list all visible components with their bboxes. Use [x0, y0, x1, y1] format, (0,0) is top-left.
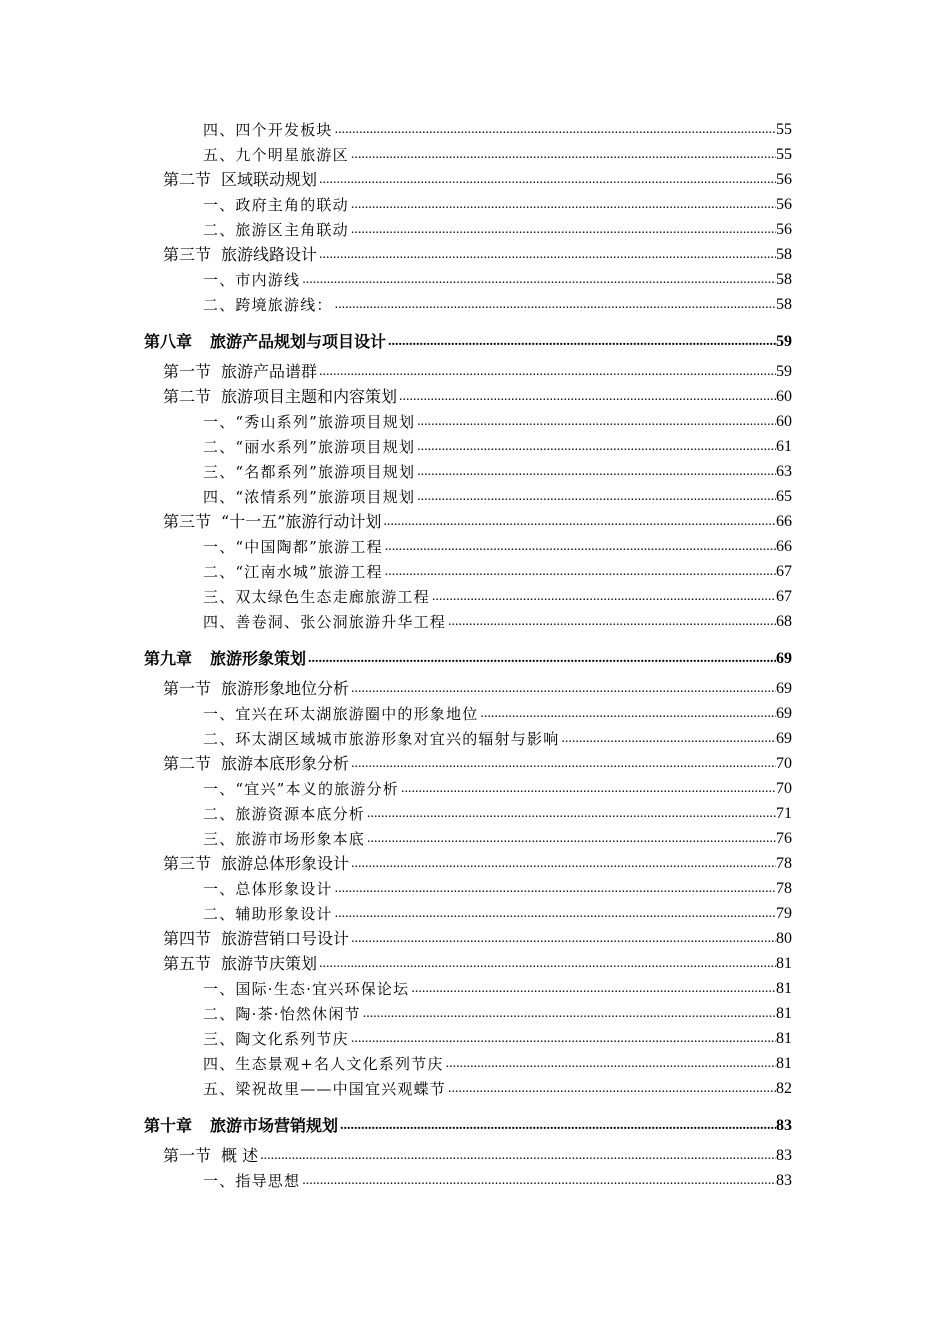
- toc-leader-dots: [351, 219, 776, 241]
- toc-entry-title: 一、“中国陶都”旅游工程: [203, 538, 383, 556]
- toc-page-number: 69: [776, 730, 792, 747]
- toc-entry-label: [203, 1078, 446, 1100]
- toc-subsection-entry[interactable]: [0, 266, 950, 291]
- toc-entry-title: 五、九个明星旅游区: [203, 146, 349, 164]
- toc-page-number: 70: [776, 755, 792, 772]
- toc-section-number: 第二节: [163, 387, 212, 406]
- toc-leader-dots: [335, 878, 776, 900]
- toc-entry-title: 一、“宜兴”本义的旅游分析: [203, 780, 399, 798]
- toc-subsection-entry[interactable]: [0, 1167, 950, 1192]
- toc-page-number: 67: [776, 563, 792, 580]
- toc-page-number: 59: [776, 333, 792, 350]
- toc-chapter-entry[interactable]: [0, 641, 950, 670]
- toc-entry-title: 二、旅游资源本底分析: [203, 805, 366, 823]
- toc-page-number: 63: [776, 463, 792, 480]
- toc-entry-title: 旅游本底形象分析: [221, 754, 350, 773]
- toc-subsection-entry[interactable]: [0, 775, 950, 800]
- toc-subsection-entry[interactable]: [0, 216, 950, 241]
- toc-page-number: 80: [776, 930, 792, 947]
- toc-entry-label: [203, 1053, 444, 1075]
- toc-leader-dots: [448, 611, 776, 633]
- toc-leader-dots: [319, 953, 776, 975]
- toc-page-number: 55: [776, 121, 792, 138]
- toc-entry-label: [203, 803, 365, 825]
- toc-subsection-entry[interactable]: [0, 483, 950, 508]
- toc-leader-dots: [308, 648, 776, 670]
- toc-subsection-entry[interactable]: [0, 533, 950, 558]
- toc-entry-label: [203, 194, 349, 216]
- toc-leader-dots: [448, 1078, 776, 1100]
- toc-entry-label: [203, 1003, 361, 1025]
- toc-section-number: 第三节: [163, 245, 212, 264]
- toc-entry-title: 四、四个开发板块: [203, 121, 333, 139]
- toc-entry-title: 二、陶·茶·怡然休闲节: [203, 1005, 361, 1023]
- toc-subsection-entry[interactable]: [0, 1075, 950, 1100]
- toc-entry-label: [203, 703, 478, 725]
- toc-page-number: 65: [776, 488, 792, 505]
- toc-entry-title: 旅游线路设计: [221, 245, 318, 264]
- toc-entry-label: [203, 436, 415, 458]
- toc-entry-title: 一、市内游线: [203, 271, 301, 289]
- toc-entry-title: “十一五”旅游行动计划: [221, 512, 382, 531]
- toc-entry-label: [163, 753, 349, 775]
- toc-page-number: 59: [776, 363, 792, 380]
- toc-entry-label: [163, 361, 317, 383]
- toc-entry-label: [203, 778, 399, 800]
- toc-entry-title: 二、跨境旅游线：: [203, 296, 333, 314]
- toc-entry-label: [203, 903, 333, 925]
- toc-leader-dots: [351, 928, 776, 950]
- toc-entry-title: 五、梁祝故里——中国宜兴观蝶节: [203, 1080, 447, 1098]
- toc-page-number: 60: [776, 388, 792, 405]
- toc-subsection-entry[interactable]: [0, 291, 950, 316]
- toc-leader-dots: [335, 294, 776, 316]
- toc-subsection-entry[interactable]: [0, 1025, 950, 1050]
- toc-entry-label: [203, 878, 333, 900]
- toc-section-number: 第二节: [163, 754, 212, 773]
- toc-entry-title: 三、陶文化系列节庆: [203, 1030, 349, 1048]
- toc-entry-title: 四、“浓情系列”旅游项目规划: [203, 488, 416, 506]
- toc-page-number: 78: [776, 880, 792, 897]
- toc-leader-dots: [401, 778, 776, 800]
- toc-section-entry[interactable]: [0, 383, 950, 408]
- toc-entry-label: [144, 648, 306, 670]
- toc-entry-title: 三、旅游市场形象本底: [203, 830, 366, 848]
- toc-entry-label: [163, 169, 317, 191]
- toc-leader-dots: [319, 169, 776, 191]
- toc-entry-title: 一、“秀山系列”旅游项目规划: [203, 413, 416, 431]
- toc-entry-label: [203, 536, 383, 558]
- toc-entry-title: 二、环太湖区域城市旅游形象对宜兴的辐射与影响: [203, 730, 560, 748]
- toc-page-number: 58: [776, 246, 792, 263]
- toc-subsection-entry[interactable]: [0, 608, 950, 633]
- toc-leader-dots: [417, 486, 776, 508]
- toc-page-number: 69: [776, 650, 792, 667]
- toc-subsection-entry[interactable]: [0, 141, 950, 166]
- toc-page-number: 60: [776, 413, 792, 430]
- toc-entry-label: [203, 1028, 349, 1050]
- toc-subsection-entry[interactable]: [0, 408, 950, 433]
- toc-entry-title: 旅游形象策划: [210, 649, 307, 668]
- toc-entry-label: [144, 331, 386, 353]
- toc-leader-dots: [388, 331, 776, 353]
- toc-entry-title: 一、国际·生态·宜兴环保论坛: [203, 980, 410, 998]
- toc-entry-label: [203, 1170, 300, 1192]
- toc-entry-title: 一、指导思想: [203, 1172, 301, 1190]
- toc-page-number: 79: [776, 905, 792, 922]
- toc-entry-title: 二、“江南水城”旅游工程: [203, 563, 383, 581]
- toc-section-number: 第一节: [163, 679, 212, 698]
- toc-subsection-entry[interactable]: [0, 1000, 950, 1025]
- toc-entry-title: 旅游项目主题和内容策划: [221, 387, 398, 406]
- toc-leader-dots: [319, 361, 776, 383]
- toc-leader-dots: [319, 244, 776, 266]
- toc-subsection-entry[interactable]: [0, 583, 950, 608]
- toc-leader-dots: [351, 144, 776, 166]
- toc-leader-dots: [367, 803, 776, 825]
- toc-entry-title: 旅游节庆策划: [221, 954, 318, 973]
- toc-leader-dots: [302, 1170, 776, 1192]
- toc-leader-dots: [260, 1145, 776, 1167]
- toc-subsection-entry[interactable]: [0, 1050, 950, 1075]
- toc-section-entry[interactable]: [0, 950, 950, 975]
- toc-entry-label: [203, 486, 415, 508]
- toc-page-number: 56: [776, 221, 792, 238]
- toc-entry-label: [163, 386, 397, 408]
- toc-chapter-entry[interactable]: [0, 324, 950, 353]
- toc-page-number: 58: [776, 271, 792, 288]
- toc-section-number: 第三节: [163, 512, 212, 531]
- toc-subsection-entry[interactable]: [0, 800, 950, 825]
- toc-section-entry[interactable]: [0, 241, 950, 266]
- toc-subsection-entry[interactable]: [0, 191, 950, 216]
- toc-page-number: 55: [776, 146, 792, 163]
- toc-leader-dots: [561, 728, 776, 750]
- toc-page-number: 81: [776, 955, 792, 972]
- toc-page-number: 81: [776, 1030, 792, 1047]
- toc-leader-dots: [417, 461, 776, 483]
- toc-section-entry[interactable]: [0, 750, 950, 775]
- toc-entry-label: [163, 678, 349, 700]
- toc-section-number: 第一节: [163, 362, 212, 381]
- toc-entry-label: [203, 728, 559, 750]
- toc-leader-dots: [340, 1115, 776, 1137]
- toc-leader-dots: [417, 411, 776, 433]
- toc-section-number: 第四节: [163, 929, 212, 948]
- toc-entry-title: 二、“丽水系列”旅游项目规划: [203, 438, 416, 456]
- toc-section-entry[interactable]: [0, 508, 950, 533]
- toc-page-number: 61: [776, 438, 792, 455]
- toc-chapter-number: 第九章: [144, 649, 193, 668]
- toc-entry-label: [144, 1115, 338, 1137]
- toc-entry-label: [163, 511, 381, 533]
- toc-chapter-number: 第十章: [144, 1116, 193, 1135]
- toc-entry-title: 旅游市场营销规划: [210, 1116, 339, 1135]
- toc-subsection-entry[interactable]: [0, 700, 950, 725]
- toc-subsection-entry[interactable]: [0, 900, 950, 925]
- toc-entry-label: [203, 586, 430, 608]
- toc-page-number: 69: [776, 680, 792, 697]
- toc-page-number: 66: [776, 513, 792, 530]
- toc-entry-label: [203, 269, 300, 291]
- toc-entry-title: 旅游形象地位分析: [221, 679, 350, 698]
- toc-page-number: 76: [776, 830, 792, 847]
- toc-leader-dots: [302, 269, 776, 291]
- toc-page-number: 68: [776, 613, 792, 630]
- toc-page-number: 56: [776, 171, 792, 188]
- toc-entry-title: 旅游营销口号设计: [221, 929, 350, 948]
- toc-section-entry[interactable]: [0, 925, 950, 950]
- toc-entry-title: 三、“名都系列”旅游项目规划: [203, 463, 416, 481]
- toc-page-number: 83: [776, 1172, 792, 1189]
- toc-entry-title: 三、双太绿色生态走廊旅游工程: [203, 588, 430, 606]
- toc-section-number: 第一节: [163, 1146, 212, 1165]
- toc-entry-title: 区域联动规划: [221, 170, 318, 189]
- toc-subsection-entry[interactable]: [0, 458, 950, 483]
- toc-section-number: 第三节: [163, 854, 212, 873]
- toc-entry-title: 二、旅游区主角联动: [203, 221, 349, 239]
- toc-entry-label: [203, 828, 365, 850]
- toc-page-number: 83: [776, 1147, 792, 1164]
- toc-page-number: 67: [776, 588, 792, 605]
- toc-leader-dots: [417, 436, 776, 458]
- toc-entry-label: [203, 119, 333, 141]
- toc-subsection-entry[interactable]: [0, 116, 950, 141]
- toc-subsection-entry[interactable]: [0, 975, 950, 1000]
- toc-subsection-entry[interactable]: [0, 558, 950, 583]
- toc-leader-dots: [446, 1053, 776, 1075]
- toc-leader-dots: [385, 561, 776, 583]
- toc-page-number: 81: [776, 980, 792, 997]
- toc-entry-title: 一、宜兴在环太湖旅游圈中的形象地位: [203, 705, 479, 723]
- toc-entry-title: 旅游产品谱群: [221, 362, 318, 381]
- toc-leader-dots: [480, 703, 776, 725]
- toc-entry-title: 旅游产品规划与项目设计: [210, 332, 387, 351]
- toc-leader-dots: [383, 511, 776, 533]
- toc-leader-dots: [351, 678, 776, 700]
- toc-section-entry[interactable]: [0, 1142, 950, 1167]
- toc-entry-title: 概 述: [221, 1146, 259, 1165]
- toc-entry-title: 二、辅助形象设计: [203, 905, 333, 923]
- toc-entry-title: 一、总体形象设计: [203, 880, 333, 898]
- toc-entry-title: 一、政府主角的联动: [203, 196, 349, 214]
- toc-leader-dots: [363, 1003, 776, 1025]
- toc-leader-dots: [335, 119, 776, 141]
- toc-page-number: 56: [776, 196, 792, 213]
- toc-entry-label: [203, 461, 415, 483]
- toc-page-number: 83: [776, 1117, 792, 1134]
- toc-entry-label: [203, 294, 333, 316]
- toc-page-number: 82: [776, 1080, 792, 1097]
- toc-leader-dots: [351, 194, 776, 216]
- toc-section-entry[interactable]: [0, 850, 950, 875]
- toc-leader-dots: [351, 853, 776, 875]
- toc-chapter-entry[interactable]: [0, 1108, 950, 1137]
- toc-page-number: 81: [776, 1055, 792, 1072]
- toc-leader-dots: [411, 978, 776, 1000]
- toc-section-entry[interactable]: [0, 358, 950, 383]
- toc-page-number: 81: [776, 1005, 792, 1022]
- toc-section-number: 第二节: [163, 170, 212, 189]
- toc-entry-label: [163, 1145, 258, 1167]
- toc-page-number: 66: [776, 538, 792, 555]
- toc-page-number: 78: [776, 855, 792, 872]
- toc-entry-title: 四、善卷洞、张公洞旅游升华工程: [203, 613, 447, 631]
- toc-entry-label: [203, 144, 349, 166]
- toc-subsection-entry[interactable]: [0, 725, 950, 750]
- toc-subsection-entry[interactable]: [0, 875, 950, 900]
- toc-entry-label: [203, 219, 349, 241]
- toc-leader-dots: [399, 386, 776, 408]
- toc-entry-label: [203, 611, 446, 633]
- toc-subsection-entry[interactable]: [0, 433, 950, 458]
- toc-page-number: 70: [776, 780, 792, 797]
- toc-entry-title: 旅游总体形象设计: [221, 854, 350, 873]
- toc-page-number: 58: [776, 296, 792, 313]
- toc-leader-dots: [367, 828, 776, 850]
- toc-entry-label: [203, 978, 409, 1000]
- toc-entry-title: 四、生态景观+名人文化系列节庆: [203, 1055, 444, 1073]
- toc-entry-label: [163, 928, 349, 950]
- toc-section-entry[interactable]: [0, 166, 950, 191]
- toc-page-number: 71: [776, 805, 792, 822]
- toc-entry-label: [203, 561, 383, 583]
- toc-section-entry[interactable]: [0, 675, 950, 700]
- toc-leader-dots: [432, 586, 776, 608]
- toc-section-number: 第五节: [163, 954, 212, 973]
- toc-leader-dots: [351, 1028, 776, 1050]
- toc-entry-label: [203, 411, 415, 433]
- toc-entry-label: [163, 244, 317, 266]
- toc-entry-label: [163, 853, 349, 875]
- table-of-contents: [0, 116, 950, 1192]
- toc-leader-dots: [351, 753, 776, 775]
- toc-leader-dots: [385, 536, 776, 558]
- toc-subsection-entry[interactable]: [0, 825, 950, 850]
- toc-entry-label: [163, 953, 317, 975]
- toc-leader-dots: [335, 903, 776, 925]
- toc-page-number: 69: [776, 705, 792, 722]
- toc-chapter-number: 第八章: [144, 332, 193, 351]
